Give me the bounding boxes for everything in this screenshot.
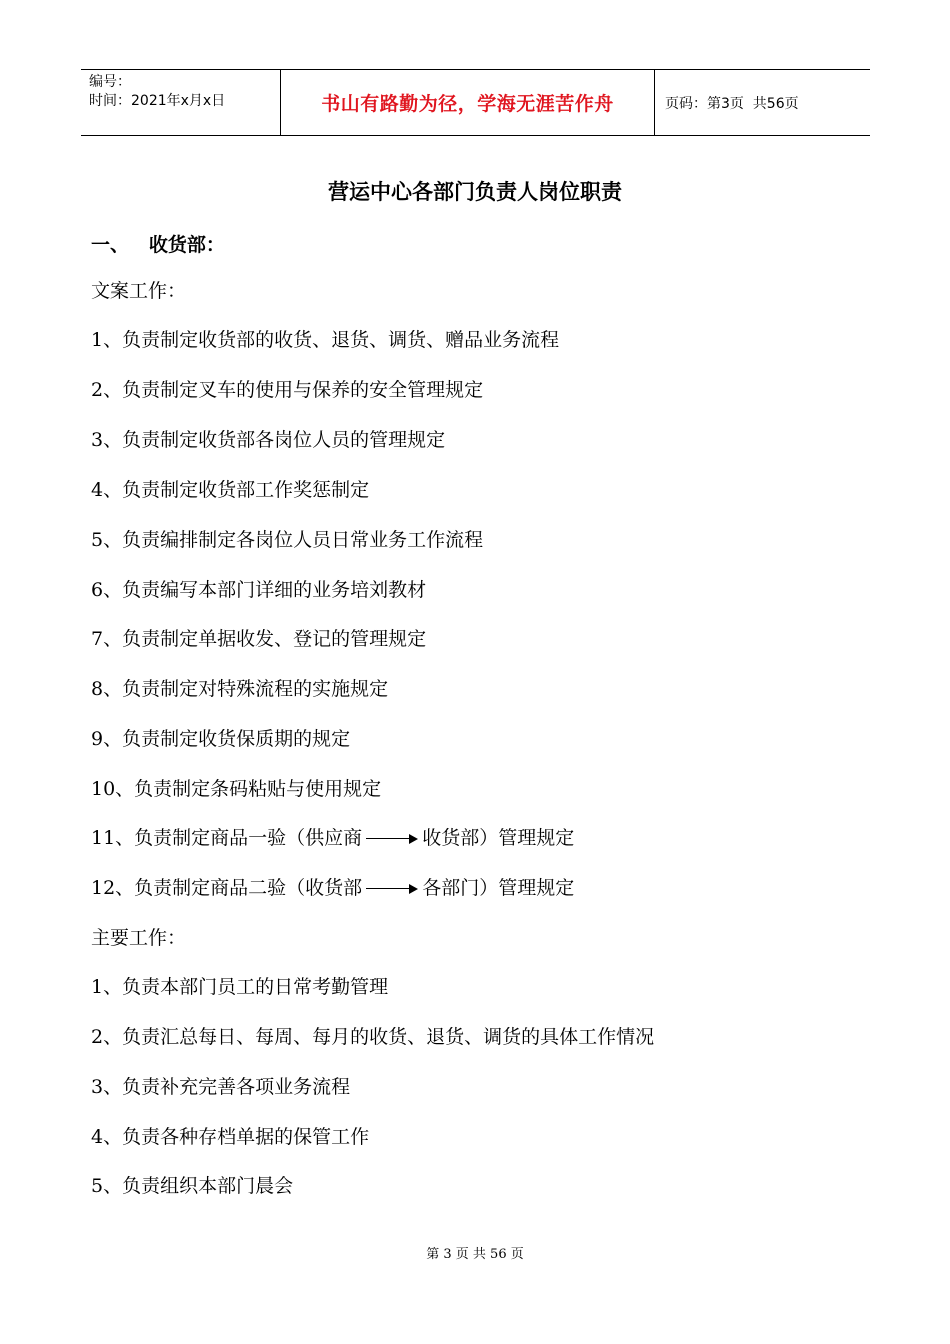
number-label: 编号： <box>89 74 131 90</box>
list-item: 2、负责制定叉车的使用与保养的安全管理规定 <box>91 379 484 401</box>
main-work-label: 主要工作： <box>91 927 187 949</box>
list-item-12 <box>91 876 574 900</box>
list-item: 3、负责补充完善各项业务流程 <box>91 1076 351 1098</box>
header-meta-cell <box>81 70 281 135</box>
list-item: 2、负责汇总每日、每周、每月的收货、退货、调货的具体工作情况 <box>91 1026 655 1048</box>
header-page-cell <box>655 70 870 135</box>
motto: 书山有路勤为径，学海无涯苦作舟 <box>281 70 655 135</box>
list-item: 7、负责制定单据收发、登记的管理规定 <box>91 628 427 650</box>
list-item: 3、负责制定收货部各岗位人员的管理规定 <box>91 429 446 451</box>
list-item: 9、负责制定收货保质期的规定 <box>91 728 351 750</box>
list-item-11-after: 收货部）管理规定 <box>422 827 575 849</box>
arrow-right-icon <box>366 833 418 845</box>
list-item: 8、负责制定对特殊流程的实施规定 <box>91 678 389 700</box>
list-item-12-before: 12、负责制定商品二验（收货部 <box>91 877 363 899</box>
list-item-11-before: 11、负责制定商品一验（供应商 <box>91 827 363 849</box>
date-label: 时间：2021年x月x日 <box>89 93 226 109</box>
list-item: 5、负责编排制定各岗位人员日常业务工作流程 <box>91 529 484 551</box>
list-item: 6、负责编写本部门详细的业务培刘教材 <box>91 579 427 601</box>
page-info: 页码：第3页 共56页 <box>665 95 799 112</box>
list-item: 1、负责本部门员工的日常考勤管理 <box>91 976 389 998</box>
list-item: 10、负责制定条码粘贴与使用规定 <box>91 778 382 800</box>
list-item-12-after: 各部门）管理规定 <box>422 877 575 899</box>
document-header <box>81 69 870 136</box>
document-work-label: 文案工作： <box>91 280 187 302</box>
list-item: 4、负责制定收货部工作奖惩制定 <box>91 479 370 501</box>
list-item-11 <box>91 826 574 850</box>
section-heading: 一、 收货部： <box>91 234 225 256</box>
list-item: 5、负责组织本部门晨会 <box>91 1175 294 1197</box>
arrow-right-icon <box>366 883 418 895</box>
list-item: 1、负责制定收货部的收货、退货、调货、赠品业务流程 <box>91 329 560 351</box>
page-title: 营运中心各部门负责人岗位职责 <box>328 180 622 204</box>
page-footer: 第 3 页 共 56 页 <box>426 1247 524 1262</box>
list-item: 4、负责各种存档单据的保管工作 <box>91 1126 370 1148</box>
